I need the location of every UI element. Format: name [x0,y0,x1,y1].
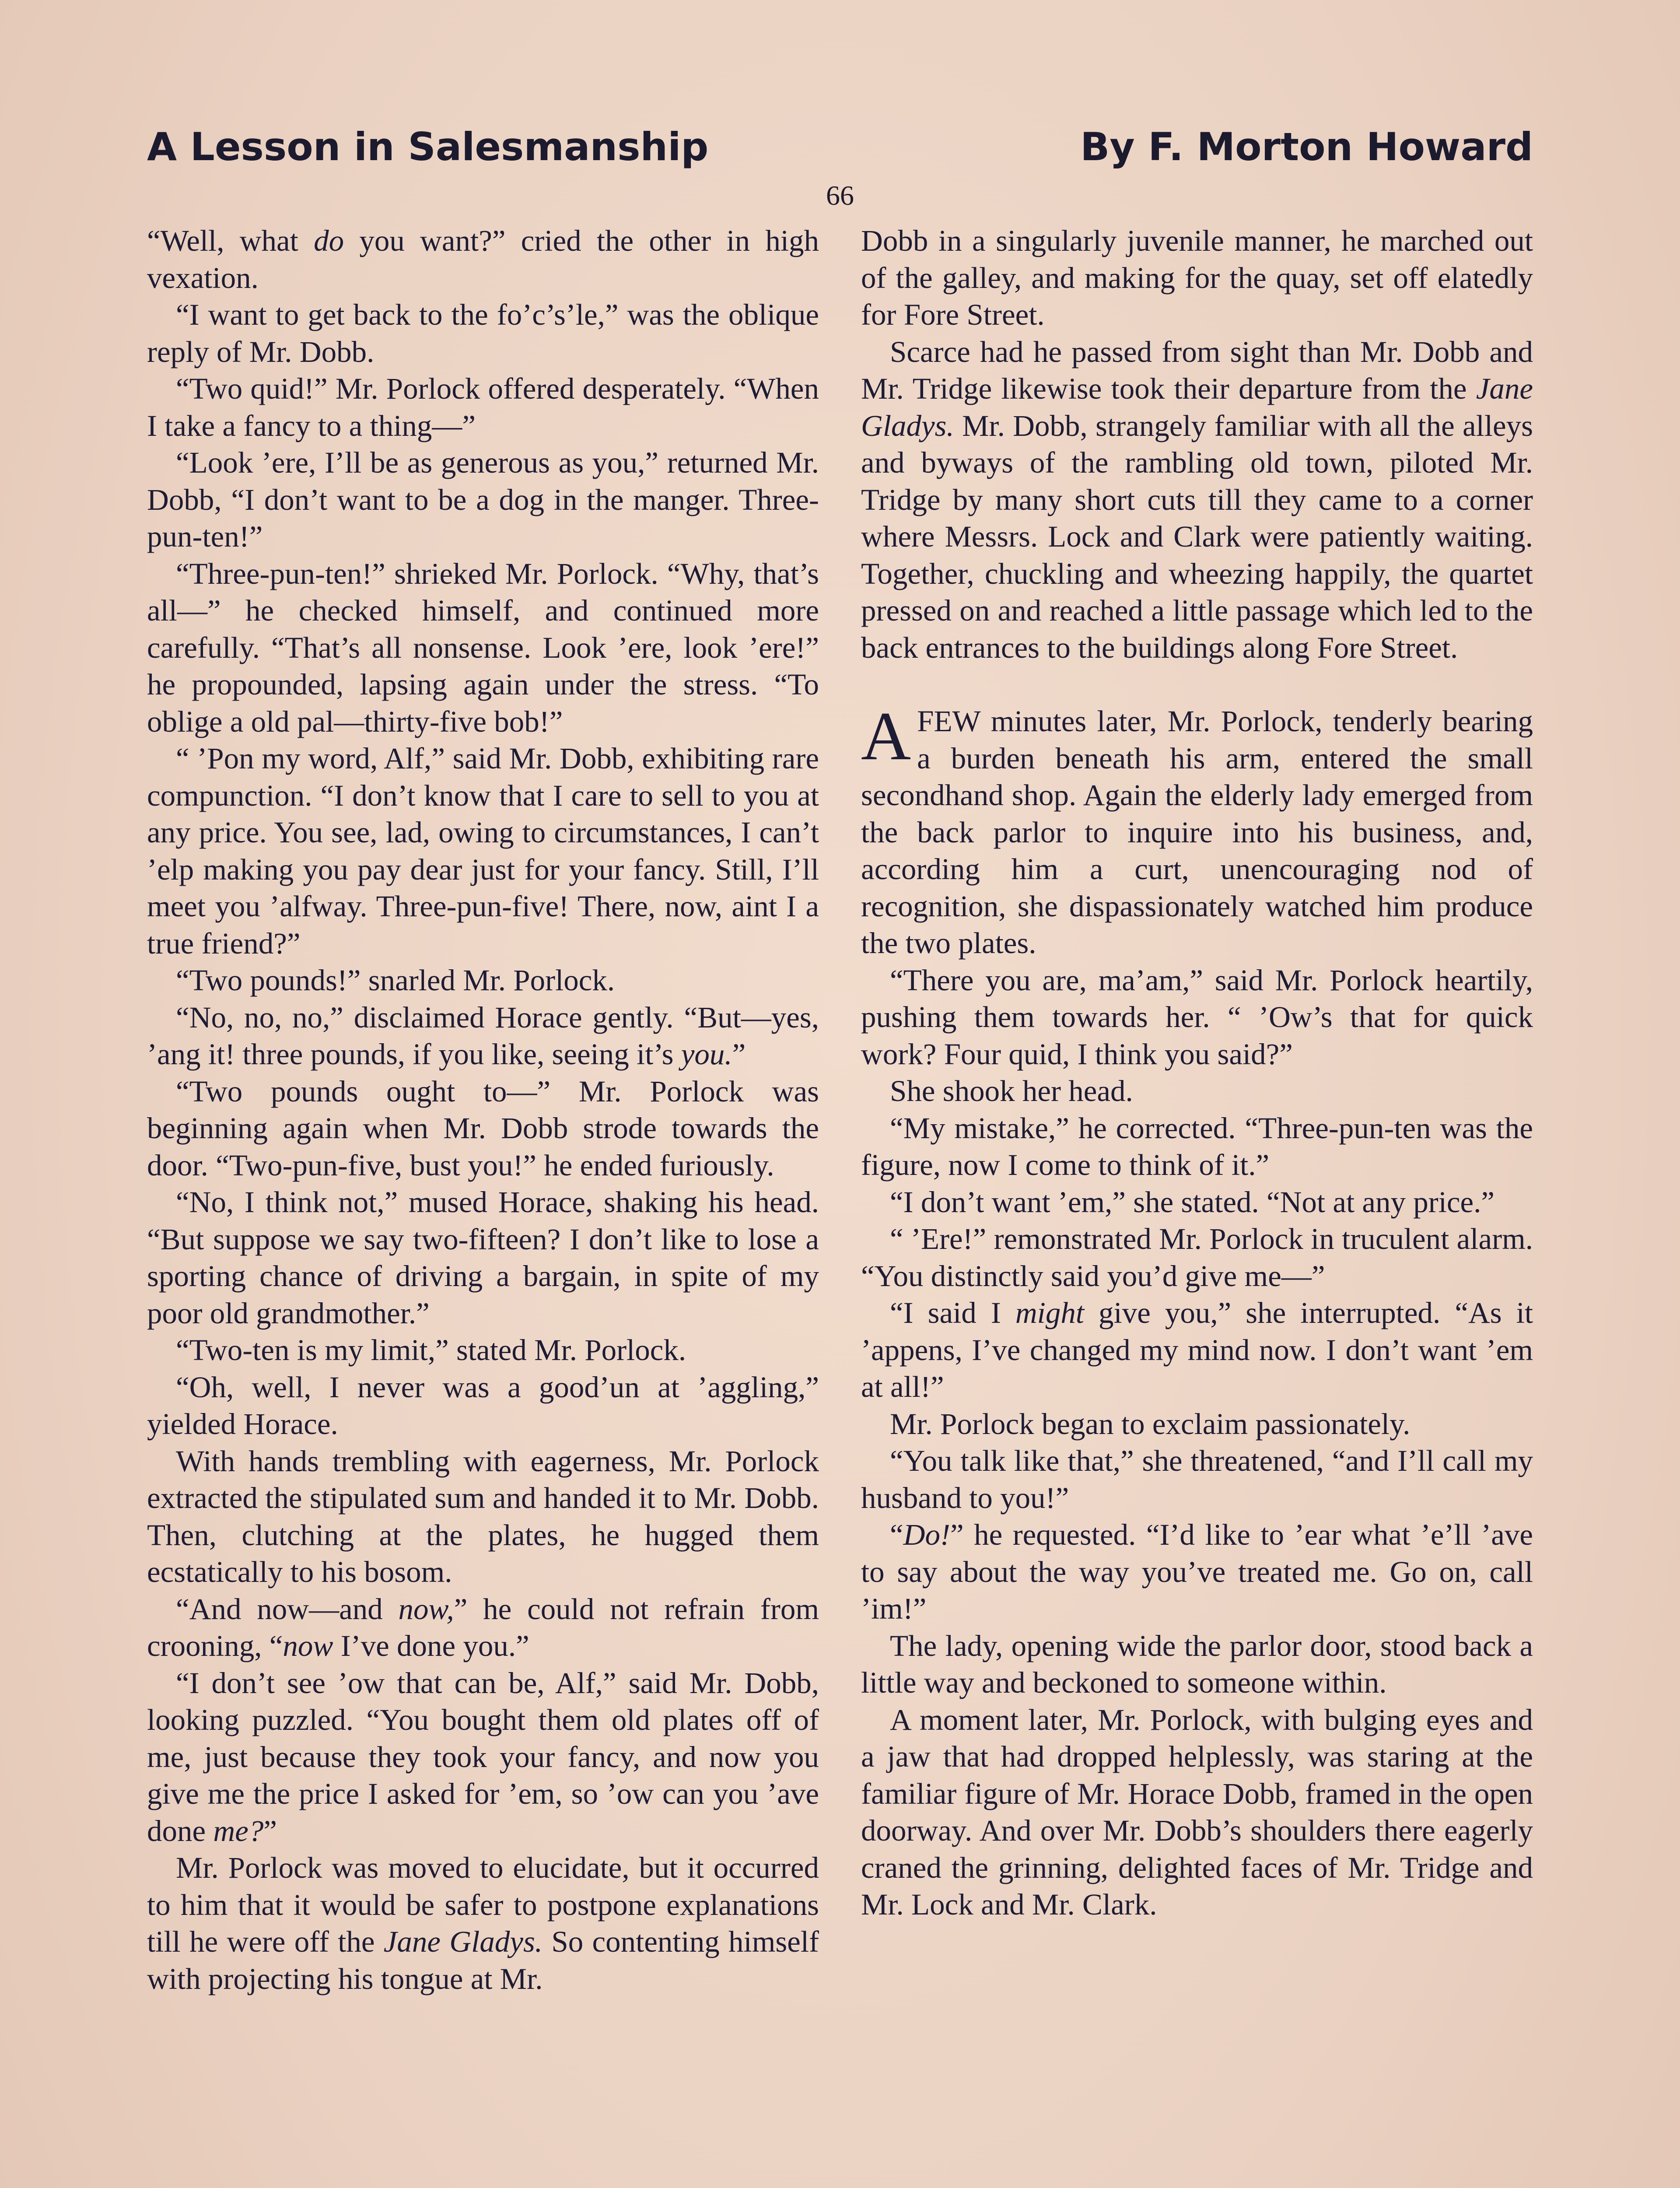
paragraph [861,1442,1533,1516]
paragraph [147,999,819,1073]
text-run: “There you are, ma’am,” said Mr. Porlock heartily, pushing them towards her. “ ’Ow’s that for quick work? Four quid, I think you said?” [861,963,1533,1071]
paragraph [861,1516,1533,1627]
italic-text: Do! [903,1518,950,1551]
paragraph [147,1849,819,1997]
text-run: “And now—and [176,1592,399,1626]
paragraph [147,1443,819,1591]
text-run: “Two pounds!” snarled Mr. Porlock. [176,964,615,997]
text-run: FEW minutes later, Mr. Porlock, tenderly bearing a burden beneath his arm, entered the small secondhand shop. Again the elderly lady emerged from the back parlor to inquire into his business, and, according him a curt, unencouraging nod of recognition, she dispassionately watched him produce the two plates. [861,705,1533,960]
paragraph [147,370,819,444]
text-run: “Well, what [147,224,314,257]
paragraph [861,1406,1533,1443]
paragraph [861,222,1533,333]
text-run: She shook her head. [890,1074,1133,1108]
paragraph [147,1184,819,1332]
text-run: “Two pounds ought to—” Mr. Porlock was beginning again when Mr. Dobb strode towards the door. “Two-pun-five, bust you!” he ended furiously. [147,1074,819,1182]
italic-text: might [1015,1296,1085,1329]
text-run: “Look ’ere, I’ll be as generous as you,” returned Mr. Dobb, “I don’t want to be a dog in the manger. Three-pun-ten!” [147,446,819,553]
paragraph [861,1701,1533,1923]
text-run: Mr. Dobb, strangely familiar with all the alleys and byways of the rambling old town, piloted Mr. Tridge by many short cuts till they came to a corner where Messrs. Lock and Clark were patiently waiting. Together, chuckling and wheezing happily, the quartet pressed on and reached a little passage which led to the back entrances to the buildings along Fore Street. [861,409,1533,664]
paragraph [147,1369,819,1443]
text-run: “Oh, well, I never was a good’un at ’aggling,” yielded Horace. [147,1370,819,1441]
text-run: “I want to get back to the fo’c’s’le,” was the oblique reply of Mr. Dobb. [147,298,819,368]
text-run: “Two-ten is my limit,” stated Mr. Porlock. [176,1333,686,1367]
text-run: “Three-pun-ten!” shrieked Mr. Porlock. “Why, that’s all—” he checked himself, and continued more carefully. “That’s all nonsense. Look ’ere, look ’ere!” he propounded, lapsing again under the stress. “To oblige a old pal—thirty-five bob!” [147,557,819,738]
paragraph [861,1220,1533,1294]
paragraph [147,555,819,740]
paragraph [147,296,819,370]
paragraph [147,1332,819,1369]
text-run: give you,” she interrupted. “As it ’appens, I’ve changed my mind now. I don’t want ’em at all!” [861,1296,1533,1403]
paragraph [147,222,819,296]
author-byline: By F. Morton Howard [1080,124,1533,169]
text-run: “I said I [890,1296,1015,1329]
paragraph [147,1665,819,1850]
text-run: “ ’Ere!” remonstrated Mr. Porlock in truculent alarm. “You distinctly said you’d give me—” [861,1222,1533,1293]
text-run: I’ve done you.” [333,1629,529,1662]
text-run: With hands trembling with eagerness, Mr. Porlock extracted the stipulated sum and handed it to Mr. Dobb. Then, clutching at the plates, he hugged them ecstatically to his bosom. [147,1444,819,1588]
paragraph [147,444,819,555]
text-run: Scarce had he passed from sight than Mr. Dobb and Mr. Tridge likewise took their departure from the [861,335,1533,405]
text-run: Mr. Porlock was moved to elucidate, but it occurred to him that it would be safer to postpone explanations till he were off the [147,1851,819,1958]
text-run: “Two quid!” Mr. Porlock offered desperately. “When I take a fancy to a thing—” [147,372,819,442]
paragraph [861,1110,1533,1184]
text-run: Dobb in a singularly juvenile manner, he marched out of the galley, and making for the quay, set off elatedly for Fore Street. [861,224,1533,331]
paragraph [147,962,819,999]
text-run: Mr. Porlock began to exclaim passionately. [890,1407,1410,1441]
text-run: “I don’t want ’em,” she stated. “Not at any price.” [890,1185,1495,1219]
paragraph [861,698,1533,962]
paragraph [861,962,1533,1073]
italic-text: now, [398,1592,454,1626]
paragraph [861,1184,1533,1221]
text-run: “You talk like that,” she threatened, “and I’ll call my husband to you!” [861,1444,1533,1515]
text-run: The lady, opening wide the parlor door, stood back a little way and beckoned to someone within. [861,1629,1533,1699]
text-run: ” he requested. “I’d like to ’ear what ’e’ll ’ave to say about the way you’ve treated me. Go on, call ’im!” [861,1518,1533,1625]
italic-text: you. [681,1038,732,1071]
story-title: A Lesson in Salesmanship [147,124,709,169]
text-run: ” [263,1814,277,1848]
italic-text: Jane Gladys. [383,1925,543,1958]
paragraph [861,1073,1533,1110]
paragraph [861,333,1533,666]
text-column-right [861,222,1533,1923]
text-run: ” he could not refrain from crooning, “ [147,1592,819,1662]
paragraph [861,1627,1533,1701]
text-run: A moment later, Mr. Porlock, with bulging eyes and a jaw that had dropped helplessly, was staring at the familiar figure of Mr. Horace Dobb, framed in the open doorway. And over Mr. Dobb’s shoulders there eagerly craned the grinning, delighted faces of Mr. Tridge and Mr. Lock and Mr. Clark. [861,1703,1533,1921]
text-run: “My mistake,” he corrected. “Three-pun-ten was the figure, now I come to think of it.” [861,1111,1533,1182]
page-number: 66 [826,180,854,211]
text-run: “ ’Pon my word, Alf,” said Mr. Dobb, exhibiting rare compunction. “I don’t know that I care to sell to you at any price. You see, lad, owing to circumstances, I can’t ’elp making you pay dear just for your fancy. Still, I’ll meet you ’alfway. Three-pun-five! There, now, aint I a true friend?” [147,742,819,960]
text-run: “ [890,1518,903,1551]
text-run: “I don’t see ’ow that can be, Alf,” said Mr. Dobb, looking puzzled. “You bought them old plates off of me, just because they took your fancy, and now you give me the price I asked for ’em, so ’ow can you ’ave done [147,1666,819,1848]
text-run: “No, no, no,” disclaimed Horace gently. “But—yes, ’ang it! three pounds, if you like, seeing it’s [147,1000,819,1071]
italic-text: now [283,1629,333,1662]
text-run: “No, I think not,” mused Horace, shaking his head. “But suppose we say two-fifteen? I don’t like to lose a sporting chance of driving a bargain, in spite of my poor old grandmother.” [147,1185,819,1330]
paragraph [147,740,819,962]
italic-text: me? [213,1814,264,1848]
text-run: you want?” cried the other in high vexation. [147,224,819,295]
paragraph [147,1073,819,1184]
italic-text: do [314,224,344,257]
drop-cap: A [861,698,911,775]
paragraph [861,1294,1533,1406]
text-column-left [147,222,819,1997]
text-run: So contenting himself with projecting his tongue at Mr. [147,1925,819,1995]
italic-text: Jane Gladys. [861,372,1533,442]
text-run: ” [732,1038,746,1071]
paragraph [147,1591,819,1665]
